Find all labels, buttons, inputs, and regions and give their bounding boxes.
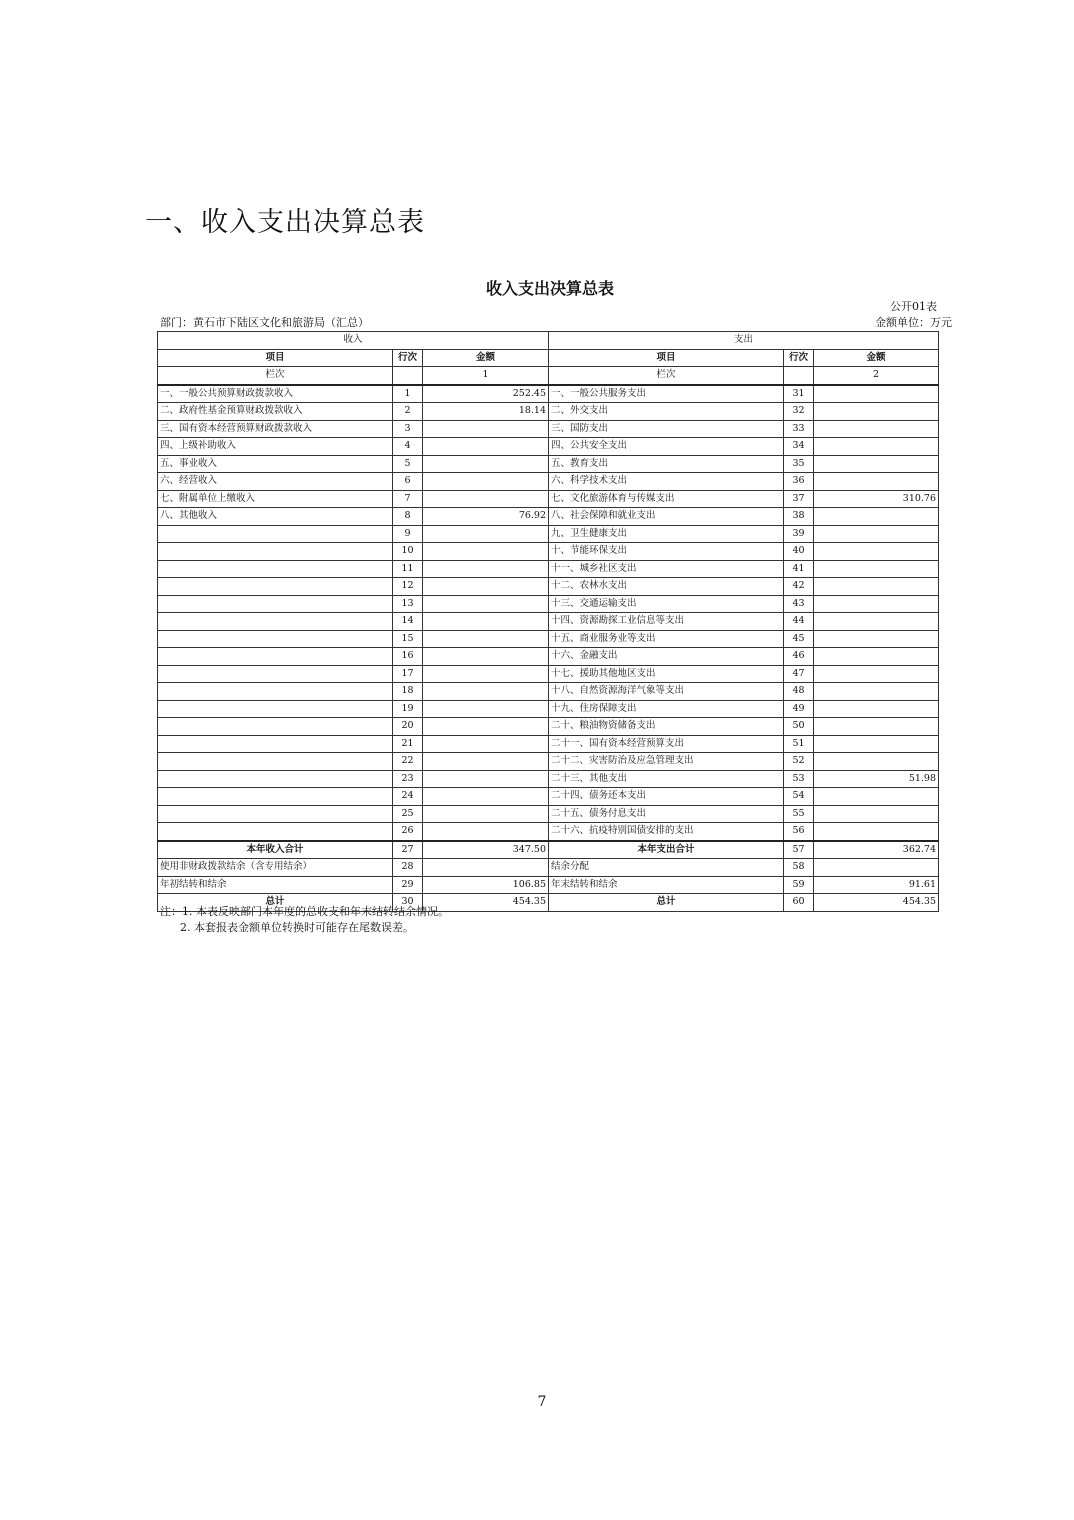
expense-line-cell: 34	[784, 438, 814, 456]
expense-item-cell: 十一、城乡社区支出	[549, 560, 784, 578]
expense-item-cell: 十三、交通运输支出	[549, 595, 784, 613]
expense-item-cell: 十四、资源勘探工业信息等支出	[549, 613, 784, 631]
income-amount-cell	[423, 648, 549, 666]
expense-line-cell: 41	[784, 560, 814, 578]
income-line-cell: 3	[393, 420, 423, 438]
income-item-cell	[158, 595, 393, 613]
table-row	[158, 420, 939, 438]
income-item-cell: 七、附属单位上缴收入	[158, 490, 393, 508]
income-item-cell	[158, 665, 393, 683]
expense-amount-cell	[814, 403, 939, 421]
income-line-cell: 6	[393, 473, 423, 491]
income-item-cell	[158, 770, 393, 788]
table-row	[158, 543, 939, 561]
expense-line-cell: 47	[784, 665, 814, 683]
expense-line-cell: 46	[784, 648, 814, 666]
income-amount-cell	[423, 613, 549, 631]
table-row	[158, 560, 939, 578]
income-amount-cell	[423, 473, 549, 491]
expense-amount-cell	[814, 700, 939, 718]
expense-item-cell: 四、公共安全支出	[549, 438, 784, 456]
expense-item-cell: 十七、援助其他地区支出	[549, 665, 784, 683]
income-amount-cell: 252.45	[423, 385, 549, 403]
expense-item-cell: 十九、住房保障支出	[549, 700, 784, 718]
table-notes	[160, 904, 449, 936]
expense-amount-cell	[814, 525, 939, 543]
expense-amount-cell	[814, 560, 939, 578]
income-line-cell: 1	[393, 385, 423, 403]
table-row	[158, 525, 939, 543]
income-amount-cell	[423, 770, 549, 788]
expense-line-cell: 58	[784, 859, 814, 877]
expense-amount-cell: 454.35	[814, 894, 939, 912]
income-line-cell: 5	[393, 455, 423, 473]
expense-line-cell: 56	[784, 823, 814, 841]
table-row	[158, 718, 939, 736]
income-amount-cell	[423, 700, 549, 718]
expense-amount-cell	[814, 595, 939, 613]
table-row	[158, 735, 939, 753]
income-item-cell: 一、一般公共预算财政拨款收入	[158, 385, 393, 403]
income-item-cell	[158, 788, 393, 806]
expense-amount-cell	[814, 683, 939, 701]
expense-column-label: 栏次	[549, 367, 784, 385]
expense-item-cell: 六、科学技术支出	[549, 473, 784, 491]
income-line-cell: 21	[393, 735, 423, 753]
expense-line-cell: 53	[784, 770, 814, 788]
expense-amount-cell	[814, 613, 939, 631]
income-line-cell: 4	[393, 438, 423, 456]
income-line-cell: 12	[393, 578, 423, 596]
income-line-cell: 8	[393, 508, 423, 526]
income-item-cell	[158, 525, 393, 543]
expense-amount-cell	[814, 508, 939, 526]
income-line-cell: 28	[393, 859, 423, 877]
income-item-cell: 三、国有资本经营预算财政拨款收入	[158, 420, 393, 438]
expense-amount-cell	[814, 805, 939, 823]
expense-amount-header: 金额	[814, 349, 939, 367]
table-row	[158, 770, 939, 788]
income-item-cell	[158, 613, 393, 631]
table-row	[158, 473, 939, 491]
income-item-cell	[158, 735, 393, 753]
table-row	[158, 823, 939, 841]
total-row	[158, 859, 939, 877]
note-1: 注：1. 本表反映部门本年度的总收支和年末结转结余情况。	[160, 905, 449, 918]
income-amount-cell	[423, 859, 549, 877]
expense-line-header: 行次	[784, 349, 814, 367]
expense-column-blank	[784, 367, 814, 385]
income-amount-cell	[423, 805, 549, 823]
expense-amount-cell	[814, 455, 939, 473]
income-amount-cell	[423, 630, 549, 648]
income-item-cell: 使用非财政拨款结余（含专用结余）	[158, 859, 393, 877]
column-number-row	[158, 367, 939, 385]
expense-amount-cell: 91.61	[814, 876, 939, 894]
table-row	[158, 753, 939, 771]
expense-amount-cell	[814, 473, 939, 491]
income-item-cell: 五、事业收入	[158, 455, 393, 473]
income-amount-cell	[423, 788, 549, 806]
page-number: 7	[537, 1394, 547, 1410]
income-item-cell: 四、上级补助收入	[158, 438, 393, 456]
income-line-cell: 27	[393, 841, 423, 859]
expense-item-cell: 九、卫生健康支出	[549, 525, 784, 543]
expense-amount-cell: 310.76	[814, 490, 939, 508]
income-line-cell: 23	[393, 770, 423, 788]
expense-line-cell: 40	[784, 543, 814, 561]
expense-amount-cell	[814, 385, 939, 403]
income-line-cell: 14	[393, 613, 423, 631]
expense-column-number: 2	[814, 367, 939, 385]
income-amount-cell	[423, 718, 549, 736]
income-amount-cell	[423, 735, 549, 753]
expense-line-cell: 50	[784, 718, 814, 736]
expense-item-cell: 十六、金融支出	[549, 648, 784, 666]
expense-item-cell: 十、节能环保支出	[549, 543, 784, 561]
expense-item-header: 项目	[549, 349, 784, 367]
income-line-cell: 20	[393, 718, 423, 736]
expense-line-cell: 59	[784, 876, 814, 894]
income-line-cell: 30	[393, 894, 423, 912]
table-row	[158, 490, 939, 508]
income-column-number: 1	[423, 367, 549, 385]
income-amount-cell	[423, 595, 549, 613]
income-item-cell: 二、政府性基金预算财政拨款收入	[158, 403, 393, 421]
income-line-cell: 19	[393, 700, 423, 718]
expense-line-cell: 48	[784, 683, 814, 701]
form-number: 公开01表	[890, 300, 937, 313]
expense-item-cell: 二十五、债务付息支出	[549, 805, 784, 823]
expense-item-cell: 一、一般公共服务支出	[549, 385, 784, 403]
expense-line-cell: 54	[784, 788, 814, 806]
income-amount-cell	[423, 543, 549, 561]
amount-unit-label: 金额单位：万元	[875, 316, 952, 329]
expense-line-cell: 36	[784, 473, 814, 491]
expense-item-cell: 二十二、灾害防治及应急管理支出	[549, 753, 784, 771]
income-item-cell	[158, 543, 393, 561]
department-label: 部门：黄石市下陆区文化和旅游局（汇总）	[160, 316, 369, 329]
expense-line-cell: 44	[784, 613, 814, 631]
expense-amount-cell	[814, 630, 939, 648]
income-amount-cell: 106.85	[423, 876, 549, 894]
income-line-cell: 26	[393, 823, 423, 841]
income-amount-cell	[423, 420, 549, 438]
income-amount-cell	[423, 438, 549, 456]
income-item-cell	[158, 578, 393, 596]
income-amount-cell	[423, 753, 549, 771]
income-line-cell: 9	[393, 525, 423, 543]
expense-item-cell: 十五、商业服务业等支出	[549, 630, 784, 648]
income-expense-table	[157, 331, 939, 912]
section-heading: 一、收入支出决算总表	[145, 207, 425, 238]
income-item-cell	[158, 805, 393, 823]
expense-line-cell: 42	[784, 578, 814, 596]
table-row	[158, 805, 939, 823]
expense-amount-cell	[814, 718, 939, 736]
income-line-cell: 7	[393, 490, 423, 508]
income-amount-cell	[423, 683, 549, 701]
total-row	[158, 876, 939, 894]
income-item-cell	[158, 683, 393, 701]
expense-amount-cell	[814, 665, 939, 683]
table-row	[158, 403, 939, 421]
income-amount-cell	[423, 578, 549, 596]
expense-item-cell: 年末结转和结余	[549, 876, 784, 894]
expense-amount-cell	[814, 735, 939, 753]
income-line-cell: 18	[393, 683, 423, 701]
expense-amount-cell	[814, 753, 939, 771]
income-amount-cell: 18.14	[423, 403, 549, 421]
expense-line-cell: 33	[784, 420, 814, 438]
expense-item-cell: 二十三、其他支出	[549, 770, 784, 788]
expense-item-cell: 结余分配	[549, 859, 784, 877]
expense-line-cell: 35	[784, 455, 814, 473]
income-item-cell	[158, 823, 393, 841]
expense-amount-cell	[814, 578, 939, 596]
total-row	[158, 841, 939, 859]
income-item-cell: 本年收入合计	[158, 841, 393, 859]
income-line-cell: 22	[393, 753, 423, 771]
expense-item-cell: 三、国防支出	[549, 420, 784, 438]
expense-item-cell: 八、社会保障和就业支出	[549, 508, 784, 526]
expense-amount-cell	[814, 420, 939, 438]
income-item-cell	[158, 560, 393, 578]
income-amount-cell: 347.50	[423, 841, 549, 859]
expense-item-cell: 二十四、债务还本支出	[549, 788, 784, 806]
expense-line-cell: 32	[784, 403, 814, 421]
expense-amount-cell	[814, 438, 939, 456]
expense-line-cell: 55	[784, 805, 814, 823]
expense-item-cell: 二、外交支出	[549, 403, 784, 421]
expense-amount-cell	[814, 859, 939, 877]
table-row	[158, 648, 939, 666]
income-item-cell: 六、经营收入	[158, 473, 393, 491]
expense-amount-cell	[814, 648, 939, 666]
expense-amount-cell: 362.74	[814, 841, 939, 859]
income-line-cell: 15	[393, 630, 423, 648]
expense-header: 支出	[549, 332, 939, 350]
expense-line-cell: 45	[784, 630, 814, 648]
income-item-cell	[158, 753, 393, 771]
expense-item-cell: 二十、粮油物资储备支出	[549, 718, 784, 736]
income-line-cell: 10	[393, 543, 423, 561]
table-row	[158, 508, 939, 526]
income-item-cell	[158, 648, 393, 666]
expense-line-cell: 31	[784, 385, 814, 403]
table-row	[158, 438, 939, 456]
table-row	[158, 665, 939, 683]
income-amount-cell	[423, 823, 549, 841]
income-item-cell: 年初结转和结余	[158, 876, 393, 894]
table-row	[158, 578, 939, 596]
table-header-row	[158, 332, 939, 350]
expense-item-cell: 十八、自然资源海洋气象等支出	[549, 683, 784, 701]
table-title: 收入支出决算总表	[485, 279, 614, 298]
expense-item-cell: 七、文化旅游体育与传媒支出	[549, 490, 784, 508]
income-item-cell: 八、其他收入	[158, 508, 393, 526]
income-amount-cell: 454.35	[423, 894, 549, 912]
income-item-cell	[158, 718, 393, 736]
expense-item-cell: 二十六、抗疫特别国债安排的支出	[549, 823, 784, 841]
income-line-cell: 13	[393, 595, 423, 613]
income-item-cell	[158, 700, 393, 718]
expense-amount-cell	[814, 823, 939, 841]
expense-amount-cell	[814, 788, 939, 806]
expense-line-cell: 37	[784, 490, 814, 508]
expense-line-cell: 49	[784, 700, 814, 718]
income-line-cell: 25	[393, 805, 423, 823]
income-amount-cell: 76.92	[423, 508, 549, 526]
expense-item-cell: 本年支出合计	[549, 841, 784, 859]
expense-item-cell: 二十一、国有资本经营预算支出	[549, 735, 784, 753]
income-item-header: 项目	[158, 349, 393, 367]
income-amount-cell	[423, 490, 549, 508]
income-line-cell: 11	[393, 560, 423, 578]
income-column-blank	[393, 367, 423, 385]
table-row	[158, 455, 939, 473]
table-row	[158, 613, 939, 631]
income-line-cell: 16	[393, 648, 423, 666]
note-2: 2. 本套报表金额单位转换时可能存在尾数误差。	[180, 921, 414, 934]
income-amount-header: 金额	[423, 349, 549, 367]
expense-line-cell: 51	[784, 735, 814, 753]
income-header: 收入	[158, 332, 549, 350]
expense-line-cell: 39	[784, 525, 814, 543]
expense-item-cell: 十二、农林水支出	[549, 578, 784, 596]
expense-amount-cell: 51.98	[814, 770, 939, 788]
income-amount-cell	[423, 525, 549, 543]
table-row	[158, 630, 939, 648]
income-amount-cell	[423, 560, 549, 578]
column-header-row	[158, 349, 939, 367]
income-line-cell: 29	[393, 876, 423, 894]
income-item-cell: 总计	[158, 894, 393, 912]
table-row	[158, 595, 939, 613]
income-line-cell: 2	[393, 403, 423, 421]
income-amount-cell	[423, 665, 549, 683]
expense-item-cell: 总计	[549, 894, 784, 912]
expense-line-cell: 60	[784, 894, 814, 912]
income-line-cell: 24	[393, 788, 423, 806]
income-amount-cell	[423, 455, 549, 473]
table-row	[158, 683, 939, 701]
expense-item-cell: 五、教育支出	[549, 455, 784, 473]
table-row	[158, 385, 939, 403]
expense-line-cell: 43	[784, 595, 814, 613]
income-column-label: 栏次	[158, 367, 393, 385]
income-line-cell: 17	[393, 665, 423, 683]
expense-line-cell: 52	[784, 753, 814, 771]
expense-line-cell: 57	[784, 841, 814, 859]
expense-amount-cell	[814, 543, 939, 561]
expense-line-cell: 38	[784, 508, 814, 526]
table-row	[158, 788, 939, 806]
income-line-header: 行次	[393, 349, 423, 367]
income-item-cell	[158, 630, 393, 648]
table-row	[158, 700, 939, 718]
